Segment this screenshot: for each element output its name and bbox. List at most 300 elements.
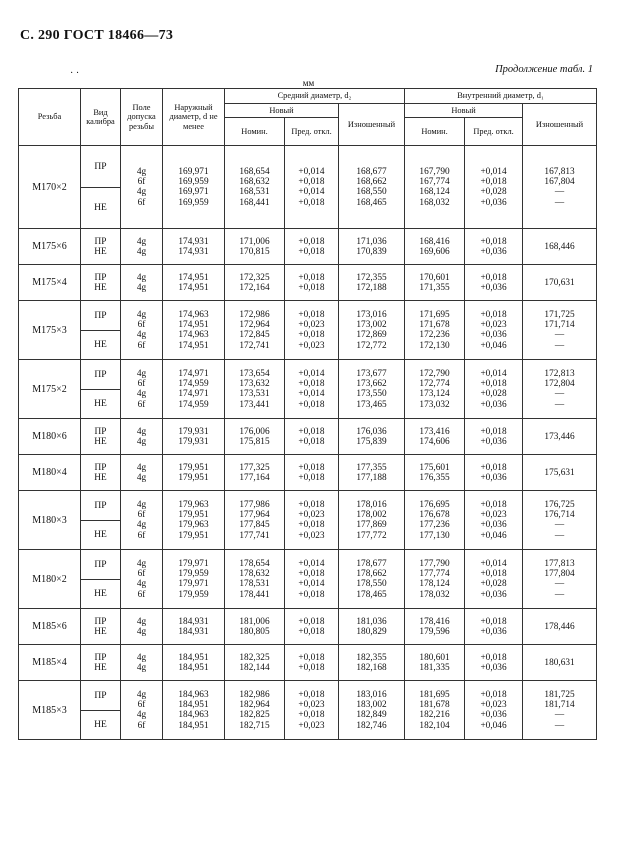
col-inner-worn: Изношенный	[523, 103, 597, 146]
table-row	[19, 455, 597, 491]
tolerance-value: 4g	[136, 166, 147, 177]
inner-nominal-value: 168,124	[419, 187, 450, 198]
tolerance-value: 4g	[136, 187, 147, 198]
mid-deviation-value: +0,023	[298, 510, 325, 521]
gauge-go: ПР	[94, 616, 107, 627]
outer-diameter-value: 184,963	[178, 710, 209, 721]
inner-deviation-cell	[465, 419, 523, 455]
tolerance-value: 4g	[136, 426, 147, 437]
mid-nominal-value: 172,741	[239, 340, 270, 351]
mid-worn-value: 177,355	[356, 462, 387, 473]
inner-nominal-value: 172,236	[419, 330, 450, 341]
outer-diameter-value: 174,959	[178, 399, 209, 410]
outer-diameter-value: 174,951	[178, 340, 209, 351]
col-mid-nominal: Номин.	[225, 118, 285, 146]
gauge-type-cell	[81, 419, 121, 455]
col-outer: Наружный диаметр, d не менее	[163, 89, 225, 146]
mid-worn-value: 168,550	[356, 187, 387, 198]
mid-worn-value: 180,829	[356, 626, 387, 637]
mid-nominal-value: 171,006	[239, 236, 270, 247]
mid-nominal-value: 177,845	[239, 520, 270, 531]
tolerance-value: 6f	[137, 569, 146, 580]
inner-deviation-value: +0,018	[480, 652, 507, 663]
tolerance-cell	[121, 550, 163, 609]
mid-nominal-value: 172,325	[239, 272, 270, 283]
mid-deviation-cell	[285, 360, 339, 419]
mid-worn-value: 173,677	[356, 368, 387, 379]
mid-worn-value: 178,002	[356, 510, 387, 521]
tolerance-cell	[121, 301, 163, 360]
inner-worn-value: 167,804	[544, 177, 575, 188]
mid-deviation-value: +0,018	[298, 499, 325, 510]
inner-nominal-value: 167,790	[419, 166, 450, 177]
mid-nominal-cell	[225, 550, 285, 609]
gauge-go: ПР	[94, 272, 107, 283]
outer-diameter-value: 174,931	[178, 236, 209, 247]
inner-deviation-cell	[465, 265, 523, 301]
inner-nominal-cell	[405, 681, 465, 740]
outer-diameter-cell	[163, 229, 225, 265]
tolerance-cell	[121, 146, 163, 229]
mid-nominal-cell	[225, 265, 285, 301]
table-row	[19, 301, 597, 360]
col-mid-new: Новый	[225, 103, 339, 118]
mid-deviation-value: +0,018	[298, 616, 325, 627]
inner-deviation-value: +0,018	[480, 236, 507, 247]
inner-worn-value: 180,631	[544, 657, 575, 668]
mid-nominal-value: 180,805	[239, 626, 270, 637]
tolerance-value: 4g	[136, 626, 147, 637]
outer-diameter-value: 179,951	[178, 472, 209, 483]
mid-nominal-value: 178,531	[239, 579, 270, 590]
outer-diameter-value: 179,963	[178, 520, 209, 531]
mid-nominal-value: 170,815	[239, 246, 270, 257]
inner-worn-cell	[523, 455, 597, 491]
mid-worn-cell	[339, 491, 405, 550]
inner-nominal-value: 177,790	[419, 558, 450, 569]
inner-worn-value: —	[554, 389, 565, 400]
thread-designation: М180×6	[19, 419, 81, 455]
inner-deviation-cell	[465, 645, 523, 681]
inner-nominal-value: 173,416	[419, 426, 450, 437]
mid-nominal-value: 178,632	[239, 569, 270, 580]
inner-deviation-value: +0,018	[480, 462, 507, 473]
outer-diameter-value: 184,951	[178, 652, 209, 663]
inner-worn-value: 171,725	[544, 309, 575, 320]
col-thread: Резьба	[19, 89, 81, 146]
gauge-nogo: НЕ	[94, 720, 107, 731]
inner-deviation-value: +0,036	[480, 589, 507, 600]
inner-deviation-value: +0,028	[480, 579, 507, 590]
inner-deviation-value: +0,036	[480, 662, 507, 673]
gauge-nogo: НЕ	[94, 472, 107, 483]
tolerance-value: 4g	[136, 436, 147, 447]
tolerance-value: 6f	[137, 197, 146, 208]
tolerance-cell	[121, 265, 163, 301]
inner-deviation-value: +0,036	[480, 710, 507, 721]
gauge-nogo: НЕ	[94, 436, 107, 447]
gauge-type-cell	[81, 265, 121, 301]
inner-deviation-cell	[465, 229, 523, 265]
inner-nominal-cell	[405, 229, 465, 265]
inner-worn-value: 176,725	[544, 499, 575, 510]
mid-worn-cell	[339, 229, 405, 265]
mid-deviation-value: +0,018	[298, 472, 325, 483]
unit-label: мм	[302, 78, 315, 88]
mid-worn-value: 171,036	[356, 236, 387, 247]
mid-worn-value: 168,465	[356, 197, 387, 208]
gauge-type-cell	[81, 360, 121, 419]
thread-designation: М175×6	[19, 229, 81, 265]
table-continuation-label: Продолжение табл. 1	[495, 64, 593, 75]
inner-worn-cell	[523, 265, 597, 301]
tolerance-cell	[121, 360, 163, 419]
inner-nominal-value: 167,774	[419, 177, 450, 188]
mid-worn-value: 183,016	[356, 689, 387, 700]
outer-diameter-value: 169,959	[178, 177, 209, 188]
thread-designation: М180×2	[19, 550, 81, 609]
mid-worn-cell	[339, 146, 405, 229]
inner-nominal-cell	[405, 550, 465, 609]
mid-nominal-value: 173,654	[239, 368, 270, 379]
mid-nominal-value: 182,964	[239, 700, 270, 711]
mid-worn-cell	[339, 419, 405, 455]
mid-deviation-value: +0,023	[298, 530, 325, 541]
inner-deviation-value: +0,018	[480, 689, 507, 700]
inner-worn-value: 181,725	[544, 689, 575, 700]
col-mid-deviation: Пред. откл.	[285, 118, 339, 146]
mid-deviation-value: +0,018	[298, 710, 325, 721]
mid-nominal-value: 172,845	[239, 330, 270, 341]
inner-deviation-value: +0,036	[480, 520, 507, 531]
inner-deviation-value: +0,018	[480, 499, 507, 510]
thread-designation: М175×2	[19, 360, 81, 419]
outer-diameter-cell	[163, 360, 225, 419]
gauge-nogo: НЕ	[94, 282, 107, 293]
thread-designation: М170×2	[19, 146, 81, 229]
tolerance-value: 6f	[137, 510, 146, 521]
inner-worn-cell	[523, 550, 597, 609]
inner-nominal-value: 177,130	[419, 530, 450, 541]
inner-worn-value: —	[554, 520, 565, 531]
inner-worn-value: 175,631	[544, 467, 575, 478]
outer-diameter-value: 169,971	[178, 187, 209, 198]
inner-nominal-value: 181,678	[419, 700, 450, 711]
inner-deviation-value: +0,036	[480, 282, 507, 293]
outer-diameter-cell	[163, 681, 225, 740]
gauge-dimensions-table	[18, 88, 597, 740]
mid-nominal-cell	[225, 419, 285, 455]
mid-worn-cell	[339, 455, 405, 491]
mid-deviation-value: +0,018	[298, 652, 325, 663]
inner-nominal-value: 170,601	[419, 272, 450, 283]
mid-deviation-value: +0,018	[298, 426, 325, 437]
inner-worn-value: 176,714	[544, 510, 575, 521]
mid-nominal-value: 172,964	[239, 320, 270, 331]
gauge-type-cell	[81, 550, 121, 609]
mid-deviation-cell	[285, 455, 339, 491]
inner-nominal-value: 181,695	[419, 689, 450, 700]
inner-nominal-value: 171,355	[419, 282, 450, 293]
thread-designation: М180×3	[19, 491, 81, 550]
mid-deviation-cell	[285, 419, 339, 455]
table-row	[19, 681, 597, 740]
outer-diameter-value: 174,951	[178, 320, 209, 331]
mid-worn-value: 177,772	[356, 530, 387, 541]
inner-nominal-value: 173,124	[419, 389, 450, 400]
tolerance-value: 4g	[136, 499, 147, 510]
mid-deviation-value: +0,018	[298, 177, 325, 188]
thread-designation: М175×3	[19, 301, 81, 360]
gauge-go: ПР	[81, 360, 120, 390]
mid-worn-value: 173,465	[356, 399, 387, 410]
mid-deviation-cell	[285, 609, 339, 645]
inner-nominal-cell	[405, 609, 465, 645]
outer-diameter-value: 174,951	[178, 282, 209, 293]
inner-deviation-value: +0,028	[480, 389, 507, 400]
mid-worn-cell	[339, 550, 405, 609]
mid-worn-value: 172,772	[356, 340, 387, 351]
gauge-go: ПР	[81, 550, 120, 580]
gauge-go: ПР	[94, 236, 107, 247]
inner-worn-value: 172,813	[544, 368, 575, 379]
inner-nominal-value: 174,606	[419, 436, 450, 447]
inner-deviation-value: +0,046	[480, 720, 507, 731]
mid-worn-value: 175,839	[356, 436, 387, 447]
gauge-nogo: НЕ	[94, 626, 107, 637]
outer-diameter-value: 174,971	[178, 389, 209, 400]
mid-nominal-value: 177,741	[239, 530, 270, 541]
outer-diameter-value: 174,959	[178, 379, 209, 390]
inner-worn-value: 168,446	[544, 241, 575, 252]
inner-deviation-value: +0,018	[480, 272, 507, 283]
mid-deviation-value: +0,014	[298, 187, 325, 198]
inner-nominal-value: 172,790	[419, 368, 450, 379]
inner-nominal-cell	[405, 645, 465, 681]
mid-worn-value: 176,036	[356, 426, 387, 437]
tolerance-cell	[121, 419, 163, 455]
mid-deviation-value: +0,014	[298, 368, 325, 379]
mid-nominal-value: 182,986	[239, 689, 270, 700]
inner-worn-value: —	[554, 187, 565, 198]
inner-nominal-value: 178,032	[419, 589, 450, 600]
mid-deviation-cell	[285, 265, 339, 301]
mid-deviation-value: +0,018	[298, 197, 325, 208]
mid-worn-value: 182,355	[356, 652, 387, 663]
tolerance-value: 6f	[137, 177, 146, 188]
mid-worn-cell	[339, 301, 405, 360]
inner-deviation-value: +0,046	[480, 530, 507, 541]
inner-deviation-value: +0,014	[480, 166, 507, 177]
table-row	[19, 491, 597, 550]
mid-worn-cell	[339, 645, 405, 681]
inner-worn-value: 177,813	[544, 558, 575, 569]
inner-worn-cell	[523, 301, 597, 360]
mid-worn-value: 178,677	[356, 558, 387, 569]
inner-worn-cell	[523, 491, 597, 550]
mid-deviation-cell	[285, 645, 339, 681]
inner-deviation-value: +0,036	[480, 472, 507, 483]
inner-worn-value: 181,714	[544, 700, 575, 711]
mid-nominal-value: 177,964	[239, 510, 270, 521]
inner-worn-value: 177,804	[544, 569, 575, 580]
mid-deviation-value: +0,018	[298, 436, 325, 447]
tolerance-value: 6f	[137, 589, 146, 600]
mid-nominal-value: 181,006	[239, 616, 270, 627]
mid-nominal-value: 168,441	[239, 197, 270, 208]
inner-worn-value: —	[554, 330, 565, 341]
mid-nominal-cell	[225, 229, 285, 265]
tolerance-value: 4g	[136, 462, 147, 473]
outer-diameter-value: 169,971	[178, 166, 209, 177]
inner-worn-cell	[523, 419, 597, 455]
inner-deviation-value: +0,036	[480, 436, 507, 447]
mid-deviation-cell	[285, 146, 339, 229]
inner-nominal-cell	[405, 419, 465, 455]
inner-deviation-value: +0,014	[480, 558, 507, 569]
mid-deviation-value: +0,018	[298, 236, 325, 247]
inner-nominal-value: 182,216	[419, 710, 450, 721]
col-tolerance: Поле допуска резьбы	[121, 89, 163, 146]
inner-worn-value: —	[554, 530, 565, 541]
mid-nominal-cell	[225, 491, 285, 550]
mid-deviation-value: +0,018	[298, 520, 325, 531]
outer-diameter-value: 174,963	[178, 309, 209, 320]
outer-diameter-cell	[163, 301, 225, 360]
mid-deviation-value: +0,018	[298, 246, 325, 257]
outer-diameter-cell	[163, 265, 225, 301]
mid-worn-value: 182,168	[356, 662, 387, 673]
outer-diameter-value: 179,959	[178, 589, 209, 600]
outer-diameter-value: 184,963	[178, 689, 209, 700]
mid-nominal-value: 168,531	[239, 187, 270, 198]
inner-deviation-value: +0,023	[480, 320, 507, 331]
mid-nominal-cell	[225, 146, 285, 229]
gauge-go: ПР	[81, 491, 120, 521]
inner-nominal-value: 177,774	[419, 569, 450, 580]
table-row	[19, 360, 597, 419]
mid-nominal-cell	[225, 301, 285, 360]
mid-worn-value: 177,869	[356, 520, 387, 531]
gauge-go: ПР	[81, 681, 120, 711]
inner-deviation-cell	[465, 681, 523, 740]
mid-worn-cell	[339, 681, 405, 740]
tolerance-cell	[121, 491, 163, 550]
thread-designation: М185×6	[19, 609, 81, 645]
table-row	[19, 146, 597, 229]
outer-diameter-cell	[163, 419, 225, 455]
outer-diameter-value: 184,951	[178, 700, 209, 711]
tolerance-cell	[121, 229, 163, 265]
mid-worn-value: 172,869	[356, 330, 387, 341]
mid-deviation-value: +0,018	[298, 462, 325, 473]
mid-worn-value: 182,746	[356, 720, 387, 731]
inner-worn-value: 178,446	[544, 621, 575, 632]
outer-diameter-cell	[163, 455, 225, 491]
mid-deviation-value: +0,018	[298, 689, 325, 700]
inner-nominal-value: 182,104	[419, 720, 450, 731]
tolerance-value: 4g	[136, 689, 147, 700]
thread-designation: М185×3	[19, 681, 81, 740]
mid-nominal-value: 173,531	[239, 389, 270, 400]
mid-worn-value: 173,550	[356, 389, 387, 400]
mid-worn-value: 168,677	[356, 166, 387, 177]
col-mid-group: Средний диаметр, d₂	[225, 89, 405, 104]
mid-worn-value: 178,016	[356, 499, 387, 510]
tolerance-cell	[121, 455, 163, 491]
outer-diameter-value: 179,971	[178, 579, 209, 590]
mid-deviation-value: +0,018	[298, 662, 325, 673]
mid-deviation-cell	[285, 301, 339, 360]
col-inner-new: Новый	[405, 103, 523, 118]
outer-diameter-value: 169,959	[178, 197, 209, 208]
mid-deviation-value: +0,014	[298, 389, 325, 400]
inner-deviation-cell	[465, 491, 523, 550]
tolerance-value: 4g	[136, 579, 147, 590]
tolerance-cell	[121, 609, 163, 645]
mid-worn-value: 173,016	[356, 309, 387, 320]
inner-nominal-value: 171,695	[419, 309, 450, 320]
mid-nominal-value: 175,815	[239, 436, 270, 447]
inner-nominal-value: 172,130	[419, 340, 450, 351]
mid-deviation-value: +0,018	[298, 569, 325, 580]
mid-nominal-value: 173,441	[239, 399, 270, 410]
inner-deviation-cell	[465, 301, 523, 360]
mid-nominal-value: 173,632	[239, 379, 270, 390]
gauge-type-cell	[81, 681, 121, 740]
mid-deviation-value: +0,018	[298, 272, 325, 283]
outer-diameter-value: 174,963	[178, 330, 209, 341]
mid-nominal-value: 177,325	[239, 462, 270, 473]
inner-worn-value: —	[554, 197, 565, 208]
inner-deviation-value: +0,036	[480, 399, 507, 410]
page-header: С. 290 ГОСТ 18466—73	[20, 28, 174, 43]
inner-nominal-value: 176,355	[419, 472, 450, 483]
inner-worn-cell	[523, 360, 597, 419]
inner-nominal-value: 168,416	[419, 236, 450, 247]
gauge-type-cell	[81, 609, 121, 645]
tolerance-value: 6f	[137, 720, 146, 731]
outer-diameter-value: 179,951	[178, 530, 209, 541]
tolerance-value: 4g	[136, 710, 147, 721]
inner-deviation-value: +0,018	[480, 379, 507, 390]
inner-nominal-value: 168,032	[419, 197, 450, 208]
tolerance-value: 6f	[137, 399, 146, 410]
inner-deviation-value: +0,036	[480, 330, 507, 341]
col-mid-worn: Изношенный	[339, 103, 405, 146]
mid-worn-value: 182,849	[356, 710, 387, 721]
mid-nominal-value: 178,654	[239, 558, 270, 569]
inner-deviation-value: +0,036	[480, 246, 507, 257]
gauge-nogo: НЕ	[94, 662, 107, 673]
gauge-go: ПР	[94, 652, 107, 663]
inner-deviation-cell	[465, 550, 523, 609]
mid-nominal-value: 178,441	[239, 589, 270, 600]
outer-diameter-value: 184,931	[178, 626, 209, 637]
tolerance-value: 4g	[136, 662, 147, 673]
gauge-nogo: НЕ	[94, 399, 107, 410]
inner-worn-value: 171,714	[544, 320, 575, 331]
table-row	[19, 645, 597, 681]
mid-worn-value: 178,662	[356, 569, 387, 580]
inner-deviation-value: +0,036	[480, 626, 507, 637]
tolerance-value: 4g	[136, 236, 147, 247]
gauge-type-cell	[81, 146, 121, 229]
outer-diameter-value: 174,951	[178, 272, 209, 283]
mid-deviation-value: +0,018	[298, 330, 325, 341]
mid-deviation-value: +0,023	[298, 700, 325, 711]
mid-nominal-cell	[225, 645, 285, 681]
